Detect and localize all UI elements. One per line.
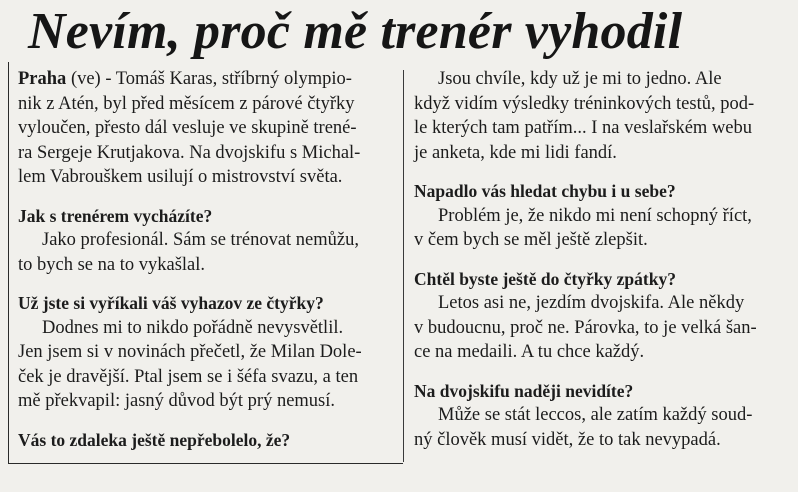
article-headline: Nevím, proč mě trenér vyhodil: [28, 3, 683, 60]
answer-line: v čem bych se měl ještě zlepšit.: [414, 230, 648, 250]
lede-city: Praha: [18, 69, 67, 89]
answer-line: Problém je, že nikdo mi není schopný říct,: [438, 205, 752, 226]
answer-line: Může se stát leccos, ale zatím každý soud-: [438, 405, 753, 425]
interview-answer: [414, 67, 786, 165]
answer-line: le kterých tam patřím... I na veslařském webu: [414, 118, 753, 138]
answer-line: Jsou chvíle, kdy už je mi to jedno. Ale: [438, 69, 722, 89]
answer-line: ný člověk musí vidět, že to tak nevypadá.: [414, 429, 721, 450]
interview-answer: [18, 316, 392, 414]
answer-line: mě překvapil: jasný důvod být prý nemusí.: [18, 391, 336, 411]
answer-line: je anketa, kde mi lidi fandí.: [414, 142, 617, 163]
answer-line: ček je dravější. Ptal jsem se i šéfa svazu, a ten: [18, 366, 359, 387]
lede-line: vyloučen, přesto dál vesluje ve skupině trené-: [18, 118, 357, 138]
lede-line: lem Vabrouškem usilují o mistrovství světa.: [18, 167, 343, 187]
interview-question: Na dvojskifu naději nevidíte?: [414, 380, 634, 401]
article-column-right: [414, 67, 786, 452]
lede-paragraph: [18, 67, 392, 190]
lede-line: (ve) - Tomáš Karas, stříbrný olympio-: [66, 69, 352, 89]
answer-line: když vidím výsledky tréninkových testů, pod-: [414, 93, 755, 114]
interview-question: Už jste si vyříkali váš vyhazov ze čtyřky?: [18, 293, 324, 313]
interview-question: Vás to zdaleka ještě nepřebolelo, že?: [18, 429, 291, 450]
interview-answer: [414, 204, 786, 253]
answer-line: v budoucnu, proč ne. Párovka, to je velká šan-: [414, 317, 757, 338]
answer-line: Letos asi ne, jezdím dvojskifa. Ale někdy: [438, 293, 745, 313]
lede-line: nik z Atén, byl před měsícem z párové čtyřky: [18, 93, 355, 114]
interview-answer: [414, 403, 786, 452]
interview-question: Chtěl byste ještě do čtyřky zpátky?: [414, 268, 676, 289]
interview-question: Napadlo vás hledat chybu i u sebe?: [414, 181, 676, 201]
article-column-left: [18, 67, 392, 452]
answer-line: Dodnes mi to nikdo pořádně nevysvětlil.: [42, 317, 344, 338]
interview-answer: [414, 291, 786, 365]
answer-line: Jako profesionál. Sám se trénovat nemůžu,: [42, 230, 359, 250]
answer-line: ce na medaili. A tu chce každý.: [414, 342, 645, 362]
lede-line: ra Sergeje Krutjakova. Na dvojskifu s Michal-: [18, 142, 361, 163]
interview-answer: [18, 228, 392, 277]
column-rule-left: [8, 62, 9, 464]
answer-line: to bych se na to vykašlal.: [18, 254, 206, 275]
column-rule-bottom: [8, 463, 403, 464]
answer-line: Jen jsem si v novinách přečetl, že Milan Dole-: [18, 342, 362, 362]
interview-question: Jak s trenérem vycházíte?: [18, 205, 213, 226]
column-rule-middle: [403, 70, 404, 462]
